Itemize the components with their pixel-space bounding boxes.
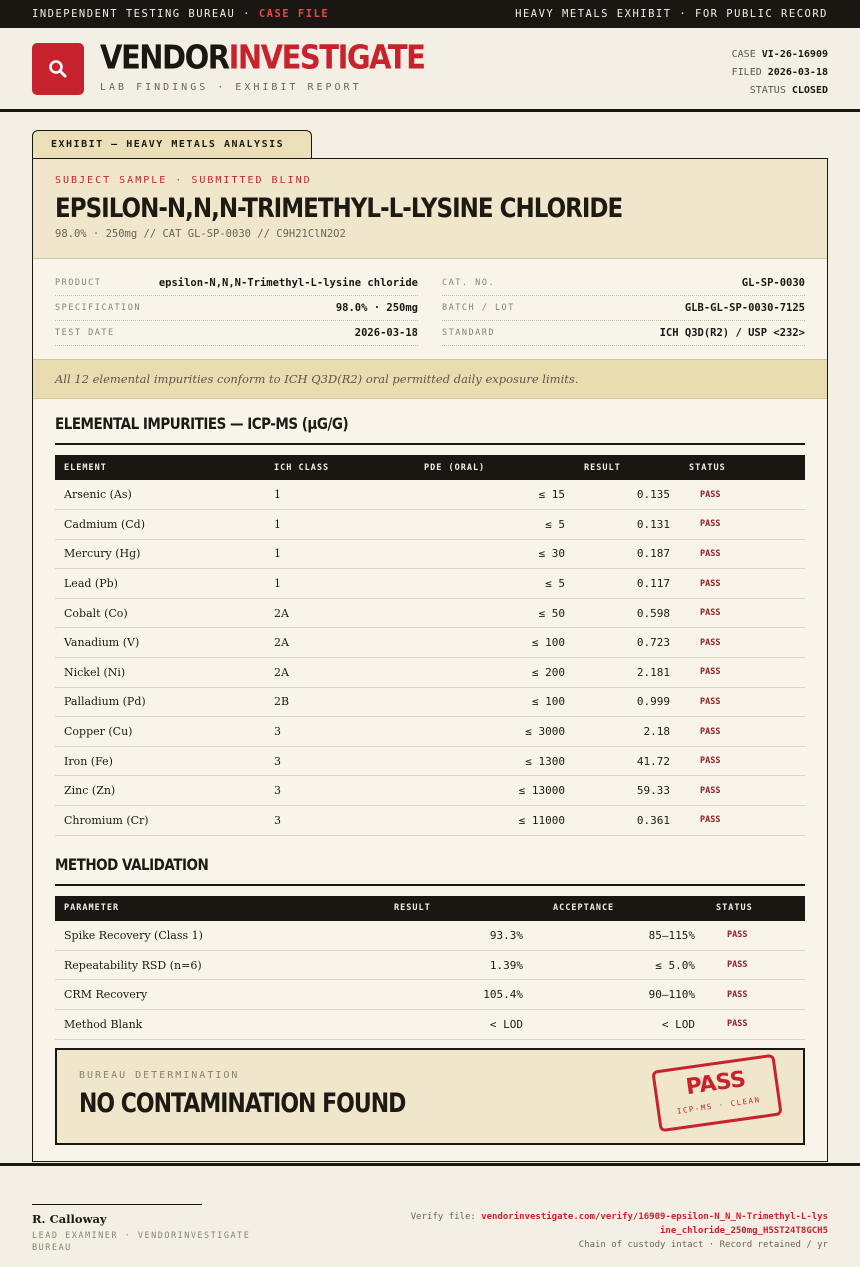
impurities-table bbox=[55, 455, 805, 836]
status-badge: PASS bbox=[680, 806, 805, 836]
result-cell: 0.598 bbox=[575, 598, 680, 628]
verify-link[interactable]: vendorinvestigate.com/verify/16909-epsilon-N_N_N-Trimethyl-L-lysine_chloride_250mg_H5ST24T8GCH5 bbox=[481, 1212, 828, 1236]
status-value: CLOSED bbox=[791, 85, 828, 96]
ich-class-cell: 1 bbox=[265, 510, 415, 540]
status-badge: PASS bbox=[680, 687, 805, 717]
section-rule bbox=[55, 884, 805, 886]
table-row bbox=[55, 598, 805, 628]
col-acceptance: ACCEPTANCE bbox=[553, 903, 615, 914]
validation-title: METHOD VALIDATION bbox=[55, 855, 209, 875]
sample-info-right bbox=[442, 271, 805, 359]
col-result: RESULT bbox=[394, 903, 431, 914]
signature-line bbox=[32, 1204, 202, 1205]
info-row-cat-no bbox=[442, 271, 805, 296]
verify-label: Verify file: bbox=[410, 1212, 476, 1222]
filed-label: FILED bbox=[731, 67, 762, 78]
info-value: GLB-GL-SP-0030-7125 bbox=[684, 302, 805, 314]
ich-class-cell: 1 bbox=[265, 539, 415, 569]
table-row bbox=[55, 746, 805, 776]
result-cell: 2.18 bbox=[575, 717, 680, 747]
element-cell: Nickel (Ni) bbox=[55, 658, 265, 688]
acceptance-cell: 85–115% bbox=[535, 921, 707, 951]
info-key: CAT. NO. bbox=[442, 278, 495, 288]
case-label: CASE bbox=[731, 49, 756, 60]
logo bbox=[32, 43, 84, 95]
pde-cell: ≤ 5 bbox=[415, 510, 575, 540]
status-badge: PASS bbox=[707, 921, 805, 951]
info-key: PRODUCT bbox=[55, 278, 102, 288]
sample-info bbox=[33, 259, 827, 359]
info-value: ICH Q3D(R2) / USP <232> bbox=[659, 327, 805, 339]
col-pde: PDE (ORAL) bbox=[424, 462, 486, 473]
pde-cell: ≤ 3000 bbox=[415, 717, 575, 747]
subject-meta: 98.0% · 250mg // CAT GL-SP-0030 // C9H21ClN2O2 bbox=[55, 228, 346, 240]
table-row bbox=[55, 480, 805, 510]
result-cell: 0.135 bbox=[575, 480, 680, 510]
bureau-determination bbox=[55, 1048, 805, 1145]
brand bbox=[100, 37, 425, 93]
case-number bbox=[732, 46, 828, 64]
top-strip bbox=[0, 0, 860, 28]
result-cell: 0.187 bbox=[575, 539, 680, 569]
ich-class-cell: 2B bbox=[265, 687, 415, 717]
exhibit-panel bbox=[32, 158, 828, 1162]
ich-class-cell: 2A bbox=[265, 598, 415, 628]
pde-cell: ≤ 30 bbox=[415, 539, 575, 569]
status-badge: PASS bbox=[680, 658, 805, 688]
element-cell: Cobalt (Co) bbox=[55, 598, 265, 628]
col-element: ELEMENT bbox=[64, 462, 107, 473]
top-strip-left bbox=[32, 8, 329, 20]
element-cell: Palladium (Pd) bbox=[55, 687, 265, 717]
pde-cell: ≤ 5 bbox=[415, 569, 575, 599]
status-badge: PASS bbox=[707, 1009, 805, 1039]
verify-block bbox=[408, 1210, 828, 1252]
status-badge: PASS bbox=[680, 539, 805, 569]
conformance-note: All 12 elemental impurities conform to ICH Q3D(R2) oral permitted daily exposure limits. bbox=[33, 359, 827, 399]
info-value: 2026-03-18 bbox=[354, 327, 418, 339]
info-value: 98.0% · 250mg bbox=[335, 302, 418, 314]
table-row bbox=[55, 1009, 805, 1039]
result-cell: 59.33 bbox=[575, 776, 680, 806]
impurities-body bbox=[55, 480, 805, 835]
status-badge: PASS bbox=[680, 628, 805, 658]
top-strip-right: HEAVY METALS EXHIBIT · FOR PUBLIC RECORD bbox=[515, 8, 828, 20]
table-row bbox=[55, 687, 805, 717]
element-cell: Arsenic (As) bbox=[55, 480, 265, 510]
stamp-sub: ICP-MS · CLEAN bbox=[676, 1095, 762, 1116]
pde-cell: ≤ 15 bbox=[415, 480, 575, 510]
page-header bbox=[0, 28, 860, 112]
table-row bbox=[55, 628, 805, 658]
brand-wordmark bbox=[100, 37, 425, 77]
element-cell: Lead (Pb) bbox=[55, 569, 265, 599]
exhibit-tab: EXHIBIT — HEAVY METALS ANALYSIS bbox=[32, 130, 312, 158]
info-key: BATCH / LOT bbox=[442, 303, 515, 313]
determination-text: NO CONTAMINATION FOUND bbox=[79, 1089, 406, 1119]
result-cell: 93.3% bbox=[385, 921, 535, 951]
pde-cell: ≤ 100 bbox=[415, 628, 575, 658]
brand-subtitle: LAB FINDINGS · EXHIBIT REPORT bbox=[100, 82, 362, 93]
ich-class-cell: 3 bbox=[265, 717, 415, 747]
result-cell: 105.4% bbox=[385, 980, 535, 1010]
ich-class-cell: 3 bbox=[265, 806, 415, 836]
status-badge: PASS bbox=[680, 776, 805, 806]
subject-title: EPSILON-N,N,N-TRIMETHYL-L-LYSINE CHLORIDE bbox=[55, 194, 623, 224]
info-row-product bbox=[55, 271, 418, 296]
info-value: epsilon-N,N,N-Trimethyl-L-lysine chloride bbox=[158, 277, 418, 289]
info-key: SPECIFICATION bbox=[55, 303, 142, 313]
status-badge: PASS bbox=[707, 950, 805, 980]
pde-cell: ≤ 13000 bbox=[415, 776, 575, 806]
element-cell: Chromium (Cr) bbox=[55, 806, 265, 836]
status-badge: PASS bbox=[680, 569, 805, 599]
status-badge: PASS bbox=[680, 598, 805, 628]
table-row bbox=[55, 776, 805, 806]
status-badge: PASS bbox=[680, 480, 805, 510]
col-result: RESULT bbox=[584, 462, 621, 473]
ich-class-cell: 1 bbox=[265, 569, 415, 599]
info-value: GL-SP-0030 bbox=[741, 277, 805, 289]
info-key: STANDARD bbox=[442, 328, 495, 338]
case-file-label: CASE FILE bbox=[258, 8, 330, 20]
parameter-cell: Repeatability RSD (n=6) bbox=[55, 950, 385, 980]
result-cell: 2.181 bbox=[575, 658, 680, 688]
brand-part-vendor: VENDOR bbox=[100, 37, 229, 77]
element-cell: Vanadium (V) bbox=[55, 628, 265, 658]
bureau-label: INDEPENDENT TESTING BUREAU · bbox=[32, 8, 259, 20]
validation-table bbox=[55, 896, 805, 1040]
status-badge: PASS bbox=[680, 717, 805, 747]
result-cell: 41.72 bbox=[575, 746, 680, 776]
result-cell: 0.361 bbox=[575, 806, 680, 836]
signer-name: R. Calloway bbox=[32, 1212, 107, 1226]
col-status: STATUS bbox=[716, 903, 753, 914]
result-cell: 1.39% bbox=[385, 950, 535, 980]
result-cell: 0.999 bbox=[575, 687, 680, 717]
acceptance-cell: ≤ 5.0% bbox=[535, 950, 707, 980]
pde-cell: ≤ 11000 bbox=[415, 806, 575, 836]
pde-cell: ≤ 100 bbox=[415, 687, 575, 717]
info-row-test-date bbox=[55, 321, 418, 346]
parameter-cell: Method Blank bbox=[55, 1009, 385, 1039]
subject-label: SUBJECT SAMPLE · SUBMITTED BLIND bbox=[55, 175, 312, 186]
page-footer bbox=[0, 1163, 860, 1267]
status-badge: PASS bbox=[680, 746, 805, 776]
status-badge: PASS bbox=[680, 510, 805, 540]
table-row bbox=[55, 806, 805, 836]
pass-stamp bbox=[651, 1054, 782, 1133]
element-cell: Mercury (Hg) bbox=[55, 539, 265, 569]
parameter-cell: CRM Recovery bbox=[55, 980, 385, 1010]
pde-cell: ≤ 200 bbox=[415, 658, 575, 688]
table-row bbox=[55, 658, 805, 688]
table-header-row bbox=[55, 896, 805, 921]
pde-cell: ≤ 50 bbox=[415, 598, 575, 628]
table-header-row bbox=[55, 455, 805, 480]
element-cell: Iron (Fe) bbox=[55, 746, 265, 776]
status-label: STATUS bbox=[749, 85, 786, 96]
ich-class-cell: 3 bbox=[265, 776, 415, 806]
ich-class-cell: 3 bbox=[265, 746, 415, 776]
table-row bbox=[55, 980, 805, 1010]
status-badge: PASS bbox=[707, 980, 805, 1010]
table-row bbox=[55, 950, 805, 980]
sample-info-left bbox=[55, 271, 418, 359]
col-parameter: PARAMETER bbox=[64, 903, 120, 914]
brand-part-investigate: INVESTIGATE bbox=[228, 37, 425, 77]
pde-cell: ≤ 1300 bbox=[415, 746, 575, 776]
ich-class-cell: 2A bbox=[265, 658, 415, 688]
result-cell: 0.723 bbox=[575, 628, 680, 658]
signer-role: LEAD EXAMINER · VENDORINVESTIGATE BUREAU bbox=[32, 1231, 251, 1253]
info-row-specification bbox=[55, 296, 418, 321]
info-row-standard bbox=[442, 321, 805, 346]
validation-body bbox=[55, 921, 805, 1039]
impurities-title: ELEMENTAL IMPURITIES — ICP-MS (µG/G) bbox=[55, 415, 349, 434]
filed-value: 2026-03-18 bbox=[767, 67, 828, 78]
parameter-cell: Spike Recovery (Class 1) bbox=[55, 921, 385, 951]
element-cell: Zinc (Zn) bbox=[55, 776, 265, 806]
table-row bbox=[55, 921, 805, 951]
ich-class-cell: 1 bbox=[265, 480, 415, 510]
verify-line bbox=[408, 1210, 828, 1238]
case-status bbox=[732, 82, 828, 100]
result-cell: 0.131 bbox=[575, 510, 680, 540]
element-cell: Cadmium (Cd) bbox=[55, 510, 265, 540]
ich-class-cell: 2A bbox=[265, 628, 415, 658]
filed-date bbox=[732, 64, 828, 82]
section-rule bbox=[55, 443, 805, 445]
stamp-main: PASS bbox=[684, 1067, 748, 1101]
result-cell: 0.117 bbox=[575, 569, 680, 599]
info-key: TEST DATE bbox=[55, 328, 115, 338]
info-row-batch-lot bbox=[442, 296, 805, 321]
table-row bbox=[55, 717, 805, 747]
table-row bbox=[55, 510, 805, 540]
magnifier-icon bbox=[47, 58, 69, 80]
table-row bbox=[55, 539, 805, 569]
col-status: STATUS bbox=[689, 462, 726, 473]
acceptance-cell: < LOD bbox=[535, 1009, 707, 1039]
custody-note: Chain of custody intact · Record retained / yr bbox=[578, 1240, 828, 1250]
case-meta bbox=[732, 46, 828, 100]
determination-label: BUREAU DETERMINATION bbox=[79, 1070, 240, 1081]
acceptance-cell: 90–110% bbox=[535, 980, 707, 1010]
case-value: VI-26-16909 bbox=[761, 49, 828, 60]
element-cell: Copper (Cu) bbox=[55, 717, 265, 747]
result-cell: < LOD bbox=[385, 1009, 535, 1039]
table-row bbox=[55, 569, 805, 599]
subject-block bbox=[33, 159, 827, 259]
col-ich-class: ICH CLASS bbox=[274, 462, 330, 473]
